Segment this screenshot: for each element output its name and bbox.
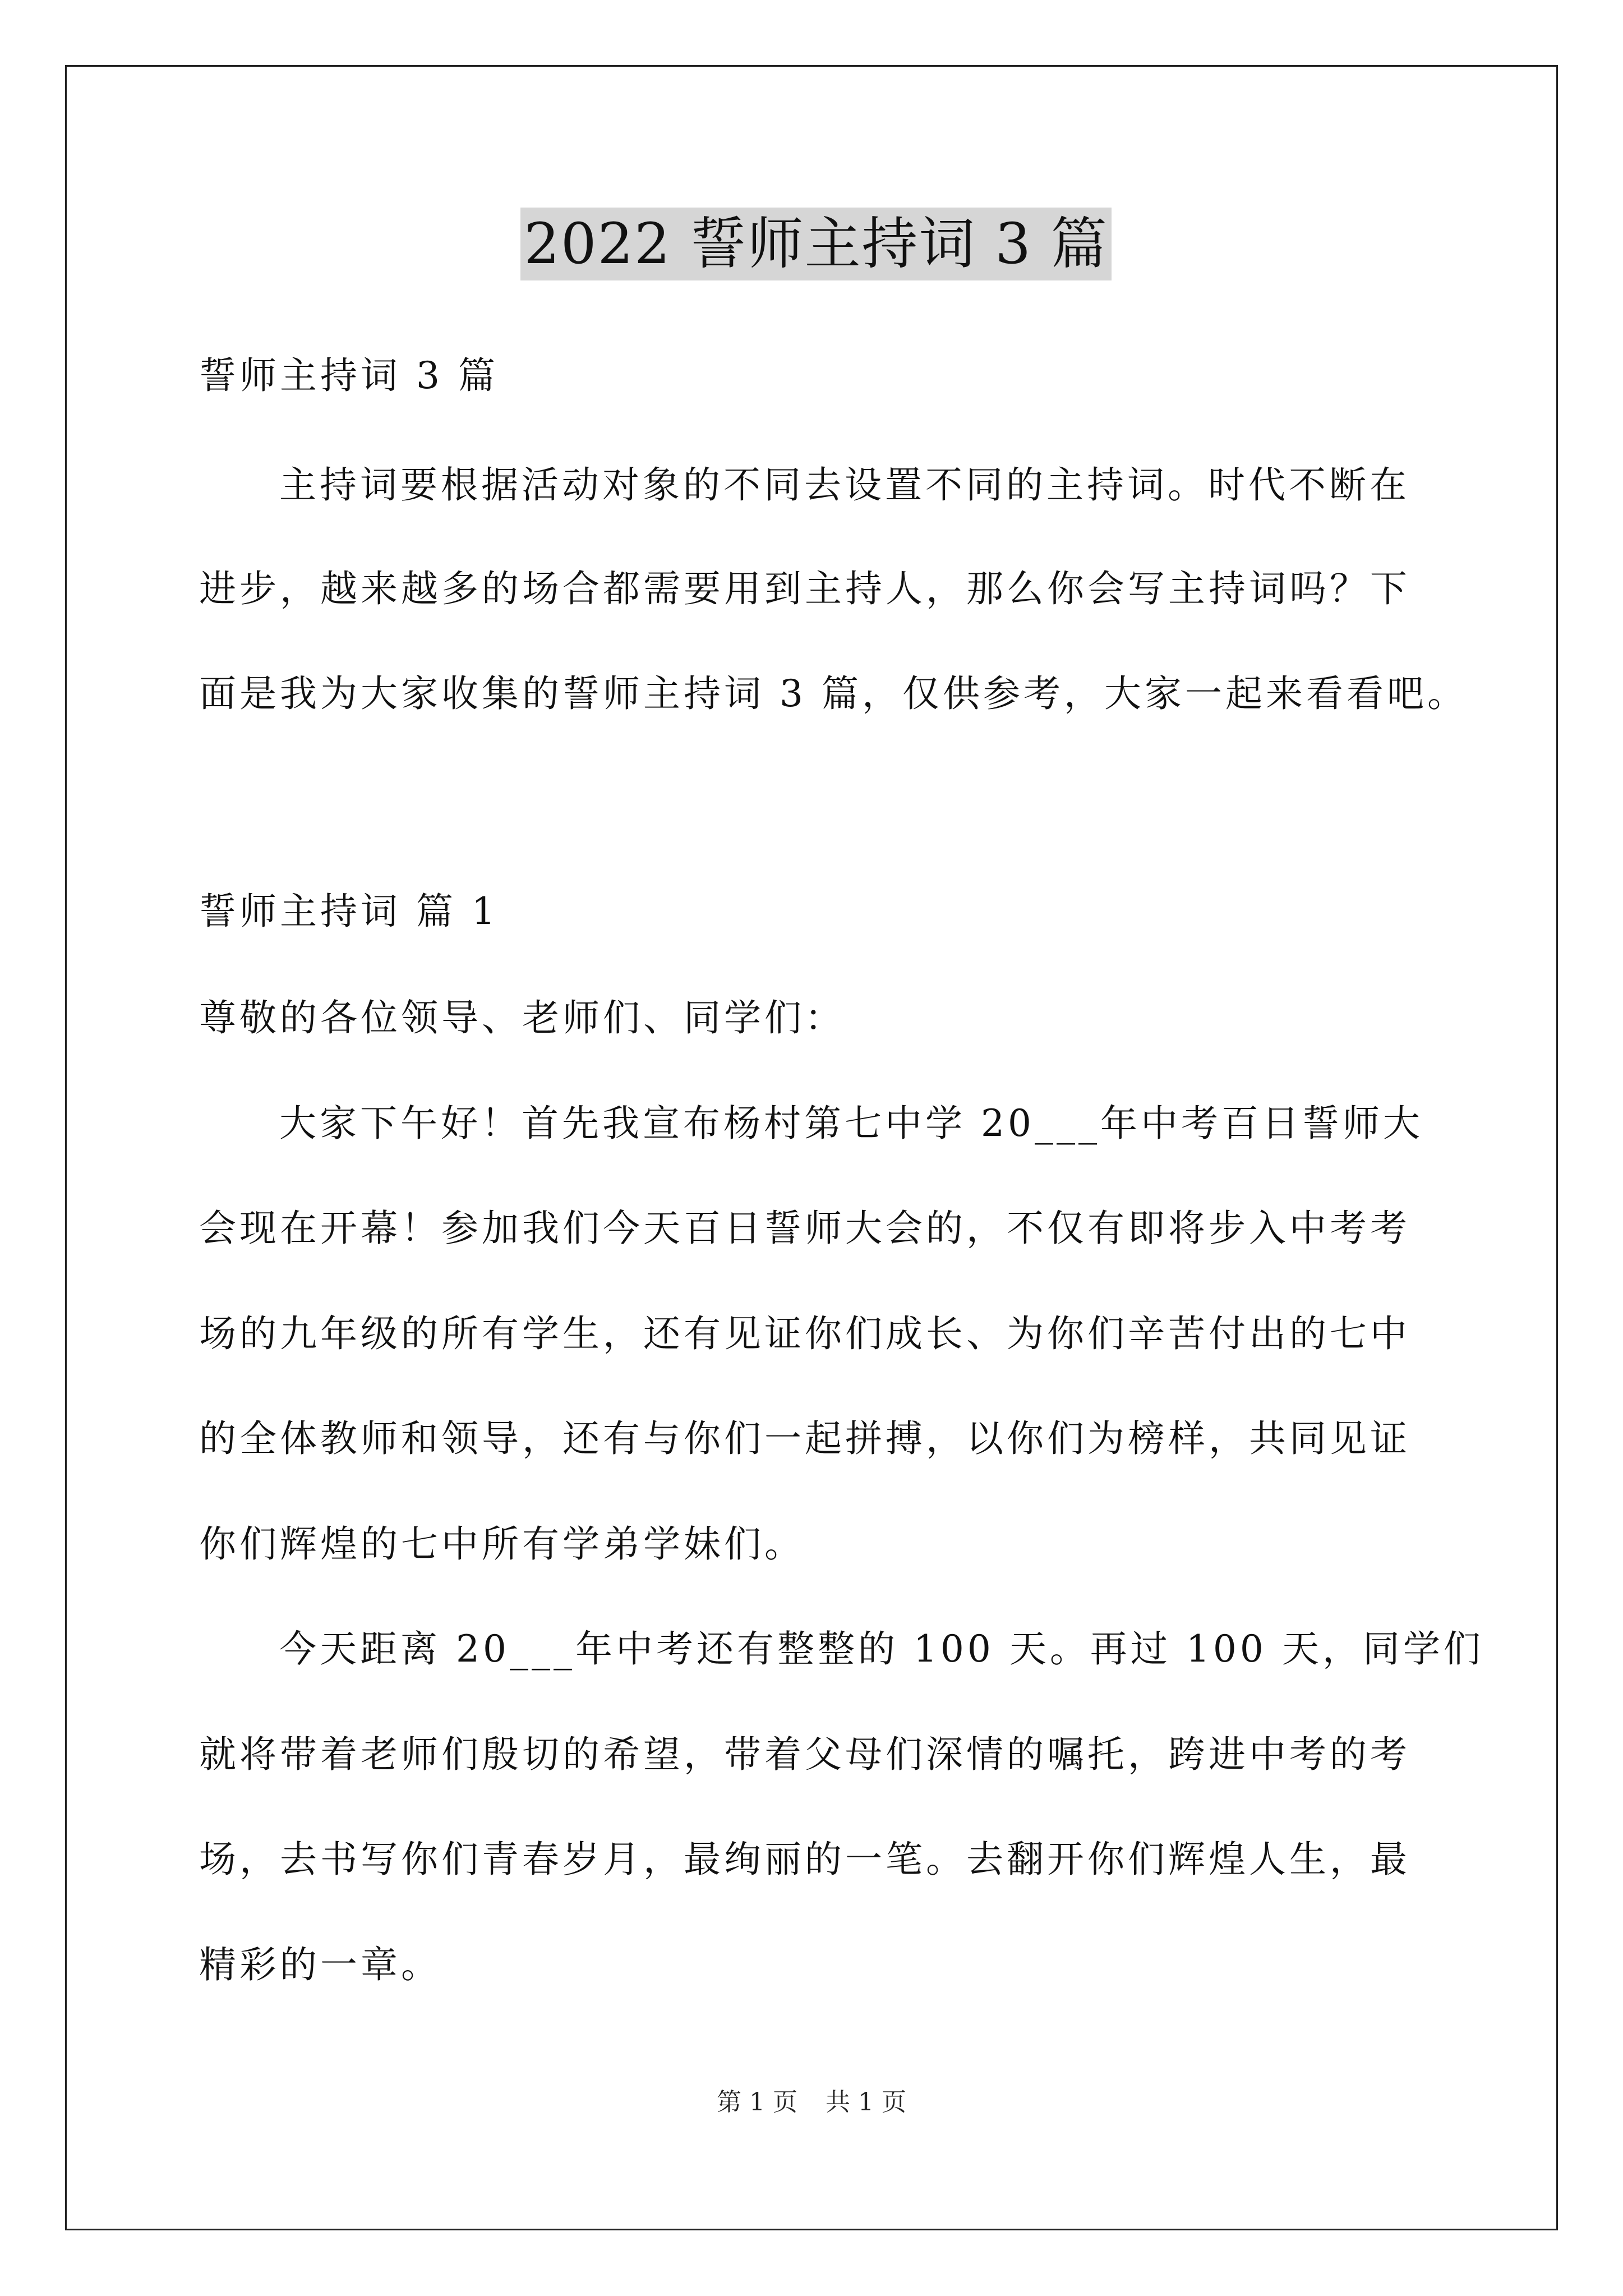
paragraph-line: 大家下午好！首先我宣布杨村第七中学 20___年中考百日誓师大 xyxy=(279,1102,1423,1145)
title-container xyxy=(199,208,1433,280)
paragraph-line: 的全体教师和领导，还有与你们一起拼搏，以你们为榜样，共同见证 xyxy=(199,1417,1410,1460)
section-heading: 誓师主持词 篇 1 xyxy=(199,890,499,933)
paragraph-line: 场，去书写你们青春岁月，最绚丽的一笔。去翻开你们辉煌人生，最 xyxy=(199,1838,1410,1881)
intro-line: 面是我为大家收集的誓师主持词 3 篇，仅供参考，大家一起来看看吧。 xyxy=(199,672,1468,715)
paragraph-line: 会现在开幕！参加我们今天百日誓师大会的，不仅有即将步入中考考 xyxy=(199,1207,1410,1250)
paragraph-line: 你们辉煌的七中所有学弟学妹们。 xyxy=(199,1522,805,1566)
paragraph-line: 今天距离 20___年中考还有整整的 100 天。再过 100 天，同学们 xyxy=(279,1627,1484,1671)
paragraph-line: 场的九年级的所有学生，还有见证你们成长、为你们辛苦付出的七中 xyxy=(199,1312,1410,1355)
page-number: 第 1 页 xyxy=(717,2088,797,2116)
paragraph-line: 就将带着老师们殷切的希望，带着父母们深情的嘱托，跨进中考的考 xyxy=(199,1733,1410,1776)
total-pages: 共 1 页 xyxy=(826,2088,906,2116)
paragraph-line: 精彩的一章。 xyxy=(199,1943,441,1986)
salutation: 尊敬的各位领导、老师们、同学们： xyxy=(199,996,845,1039)
page-footer xyxy=(0,2086,1623,2119)
document-subtitle: 誓师主持词 3 篇 xyxy=(199,354,499,397)
intro-line: 主持词要根据活动对象的不同去设置不同的主持词。时代不断在 xyxy=(279,463,1410,507)
intro-line: 进步，越来越多的场合都需要用到主持人，那么你会写主持词吗？下 xyxy=(199,567,1410,610)
document-title: 2022 誓师主持词 3 篇 xyxy=(520,208,1111,280)
